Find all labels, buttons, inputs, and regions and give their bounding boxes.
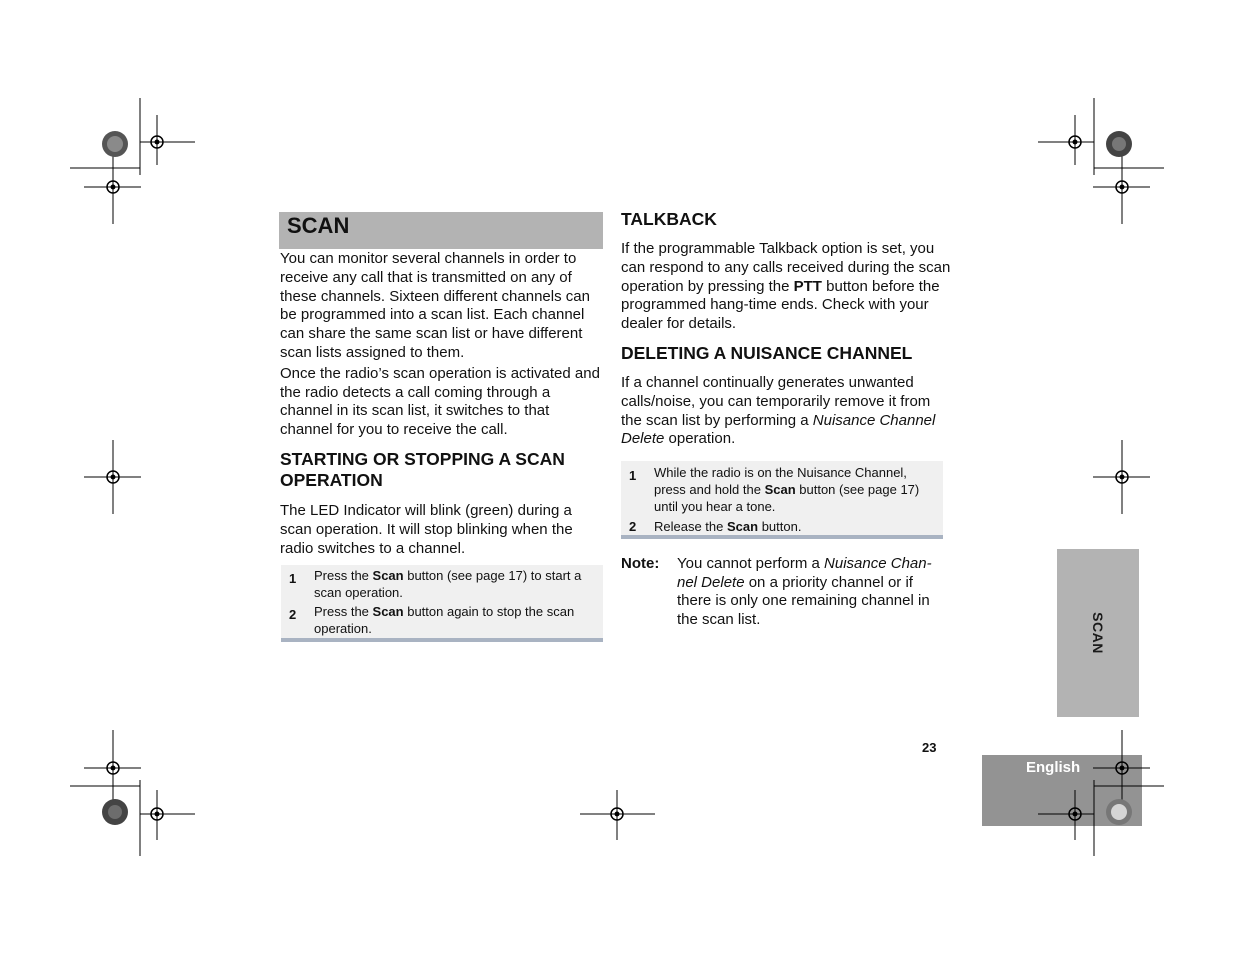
talkback-heading: TALKBACK — [621, 209, 717, 229]
start-stop-heading-line1: STARTING OR STOPPING A SCAN — [280, 449, 565, 469]
step-text: Press the Scan button again to stop the scan operation. — [314, 604, 575, 636]
intro-paragraph-2: Once the radio’s scan operation is activated and the radio detects a call coming through a channel in its scan list, it switches to that channel for you to receive the call. — [280, 364, 600, 439]
step-text: While the radio is on the Nuisance Channel, press and hold the Scan button (see page 17) until you hear a tone. — [654, 465, 920, 514]
side-tab-label: SCAN — [1090, 612, 1106, 654]
step-text: Release the Scan button. — [654, 519, 802, 534]
start-stop-heading-line2: OPERATION — [280, 470, 383, 490]
nuisance-heading: DELETING A NUISANCE CHANNEL — [621, 343, 913, 363]
start-stop-paragraph: The LED Indicator will blink (green) during a scan operation. It will stop blinking when the radio switches to a channel. — [280, 502, 573, 557]
step-number: 1 — [289, 571, 297, 586]
note-text: You cannot perform a Nuisance Chan-nel Delete on a priority channel or if there is only one remaining channel in the scan list. — [677, 555, 932, 628]
nuisance-paragraph: If a channel continually generates unwanted calls/noise, you can temporarily remove it from the scan list by performing a Nuisance Channel Delete operation. — [621, 374, 936, 448]
language-tab-label: English — [1026, 759, 1081, 776]
section-title: SCAN — [287, 213, 350, 238]
note-label: Note: — [621, 555, 660, 572]
page-number: 23 — [922, 740, 937, 755]
step-number: 1 — [629, 468, 637, 483]
step-number: 2 — [629, 519, 637, 534]
step-number: 2 — [289, 607, 297, 622]
intro-paragraph-1: You can monitor several channels in order to receive any call that is transmitted on any of these channels. Sixteen different channels can be programmed into a scan list. Each channel can share the same scan list or have different scan lists assigned to them. — [280, 250, 590, 361]
talkback-paragraph: If the programmable Talkback option is set, you can respond to any calls received during the scan operation by pressing the PTT button before the programmed hang-time ends. Check with your dealer for details. — [621, 240, 951, 333]
step-text: Press the Scan button (see page 17) to start a scan operation. — [314, 568, 582, 600]
